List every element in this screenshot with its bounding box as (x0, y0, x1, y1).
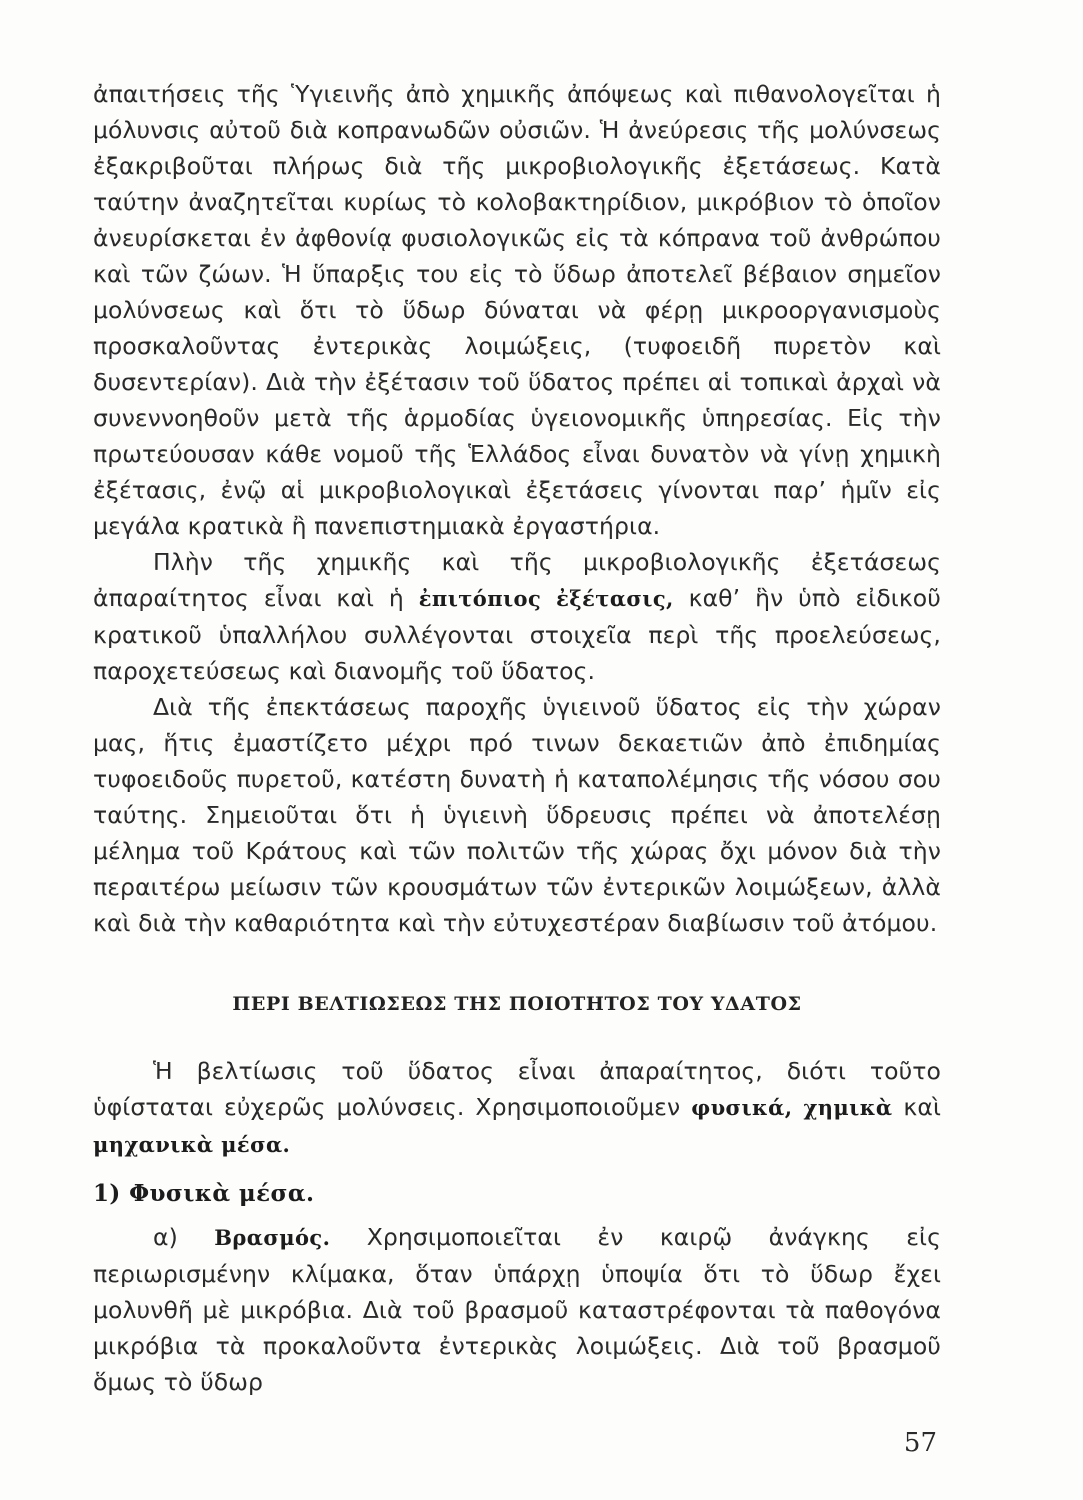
paragraph-text: Ἡ βελτίωσις τοῦ ὕδατος εἶναι ἀπαραίτητος, διότι τοῦτο ὑφίσταται εὐχερῶς μολύνσεις. Χρησιμοποιοῦμεν (93, 1057, 941, 1121)
emphasis-physical-chemical: φυσικά, χημικὰ (691, 1095, 893, 1120)
subheading-physical-means: 1) Φυσικὰ μέσα. (93, 1180, 315, 1207)
paragraph-text: καὶ (892, 1093, 941, 1121)
paragraph-water-supply-expansion (93, 689, 941, 941)
page-number: 57 (903, 1428, 937, 1458)
paragraph-text: καθ’ ἣν ὑπὸ εἰδικοῦ κρατικοῦ ὑπαλλήλου συλλέγονται στοιχεῖα περὶ τῆς προελεύσεως, παροχετεύσεως καὶ διανομῆς τοῦ ὕδατος. (93, 584, 941, 685)
paragraph-text: ἀπαιτήσεις τῆς Ὑγιεινῆς ἀπὸ χημικῆς ἀπόψεως καὶ πιθανολογεῖται ἡ μόλυνσις αὐτοῦ διὰ κοπρανωδῶν οὐσιῶν. Ἡ ἀνεύρεσις τῆς μολύνσεως ἐξακριβοῦται πλήρως διὰ τῆς μικροβιολογικῆς ἐξετάσεως. Κατὰ ταύτην ἀναζητεῖται κυρίως τὸ κολοβακτηρίδιον, μικρόβιον τὸ ὁποῖον ἀνευρίσκεται ἐν ἀφθονίᾳ φυσιολογικῶς εἰς τὰ κόπρανα τοῦ ἀνθρώπου καὶ τῶν ζώων. Ἡ ὕπαρξις του εἰς τὸ ὕδωρ ἀποτελεῖ βέβαιον σημεῖον μολύνσεως καὶ ὅτι τὸ ὕδωρ δύναται νὰ φέρῃ μικροοργανισμοὺς προσκαλοῦντας ἐντερικὰς λοιμώξεις, (τυφοειδῆ πυρετὸν καὶ δυσεντερίαν). Διὰ τὴν ἐξέτασιν τοῦ ὕδατος πρέπει αἱ τοπικαὶ ἀρχαὶ νὰ συνεννοηθοῦν μετὰ τῆς ἁρμοδίας ὑγειονομικῆς ὑπηρεσίας. Εἰς τὴν πρωτεύουσαν κάθε νομοῦ τῆς Ἑλλάδος εἶναι δυνατὸν νὰ γίνῃ χημικὴ ἐξέτασις, ἐνῷ αἱ μικροβιολογικαὶ ἐξετάσεις γίνονται παρ’ ἡμῖν εἰς μεγάλα κρατικὰ ἢ πανεπιστημιακὰ ἐργαστήρια. (93, 80, 941, 540)
paragraph-water-examination (93, 76, 941, 544)
paragraph-text: Χρησιμοποιεῖται ἐν καιρῷ ἀνάγκης εἰς περιωρισμένην κλίμακα, ὅταν ὑπάρχῃ ὑποψία ὅτι τὸ ὕδωρ ἔχει μολυνθῆ μὲ μικρόβια. Διὰ τοῦ βρασμοῦ καταστρέφονται τὰ παθογόνα μικρόβια τὰ προκαλοῦντα ἐντερικὰς λοιμώξεις. Διὰ τοῦ βρασμοῦ ὅμως τὸ ὕδωρ (93, 1223, 942, 1396)
section-heading: ΠΕΡΙ ΒΕΛΤΙΩΣΕΩΣ ΤΗΣ ΠΟΙΟΤΗΤΟΣ ΤΟΥ ΥΔΑΤΟΣ (232, 993, 802, 1015)
emphasis-on-site-examination: ἐπιτόπιος ἐξέτασις, (418, 586, 674, 611)
emphasis-mechanical-means: μηχανικὰ μέσα. (93, 1132, 291, 1157)
paragraph-text: Πλὴν τῆς χημικῆς καὶ τῆς μικροβιολογικῆς ἐξετάσεως ἀπαραίτητος εἶναι καὶ ἡ (93, 548, 941, 612)
page-body (93, 76, 941, 1400)
paragraph-on-site-examination (93, 544, 941, 689)
emphasis-boiling: Βρασμός. (214, 1225, 331, 1250)
paragraph-text: Διὰ τῆς ἐπεκτάσεως παροχῆς ὑγιεινοῦ ὕδατος εἰς τὴν χώραν μας, ἥτις ἐμαστίζετο μέχρι πρό τινων δεκαετιῶν ἀπὸ ἐπιδημίας τυφοειδοῦς πυρετοῦ, κατέστη δυνατὴ ἡ καταπολέμησις τῆς νόσου σου ταύτης. Σημειοῦται ὅτι ἡ ὑγιεινὴ ὕδρευσις πρέπει νὰ ἀποτελέσῃ μέλημα τοῦ Κράτους καὶ τῶν πολιτῶν τῆς χώρας ὄχι μόνον διὰ τὴν περαιτέρω μείωσιν τῶν κρουσμάτων τῶν ἐντερικῶν λοιμώξεων, ἀλλὰ καὶ διὰ τὴν καθαριότητα καὶ τὴν εὐτυχεστέραν διαβίωσιν τοῦ ἀτόμου. (93, 693, 941, 937)
paragraph-boiling (93, 1219, 941, 1400)
paragraph-water-improvement (93, 1053, 941, 1163)
list-label: α) (153, 1223, 215, 1251)
